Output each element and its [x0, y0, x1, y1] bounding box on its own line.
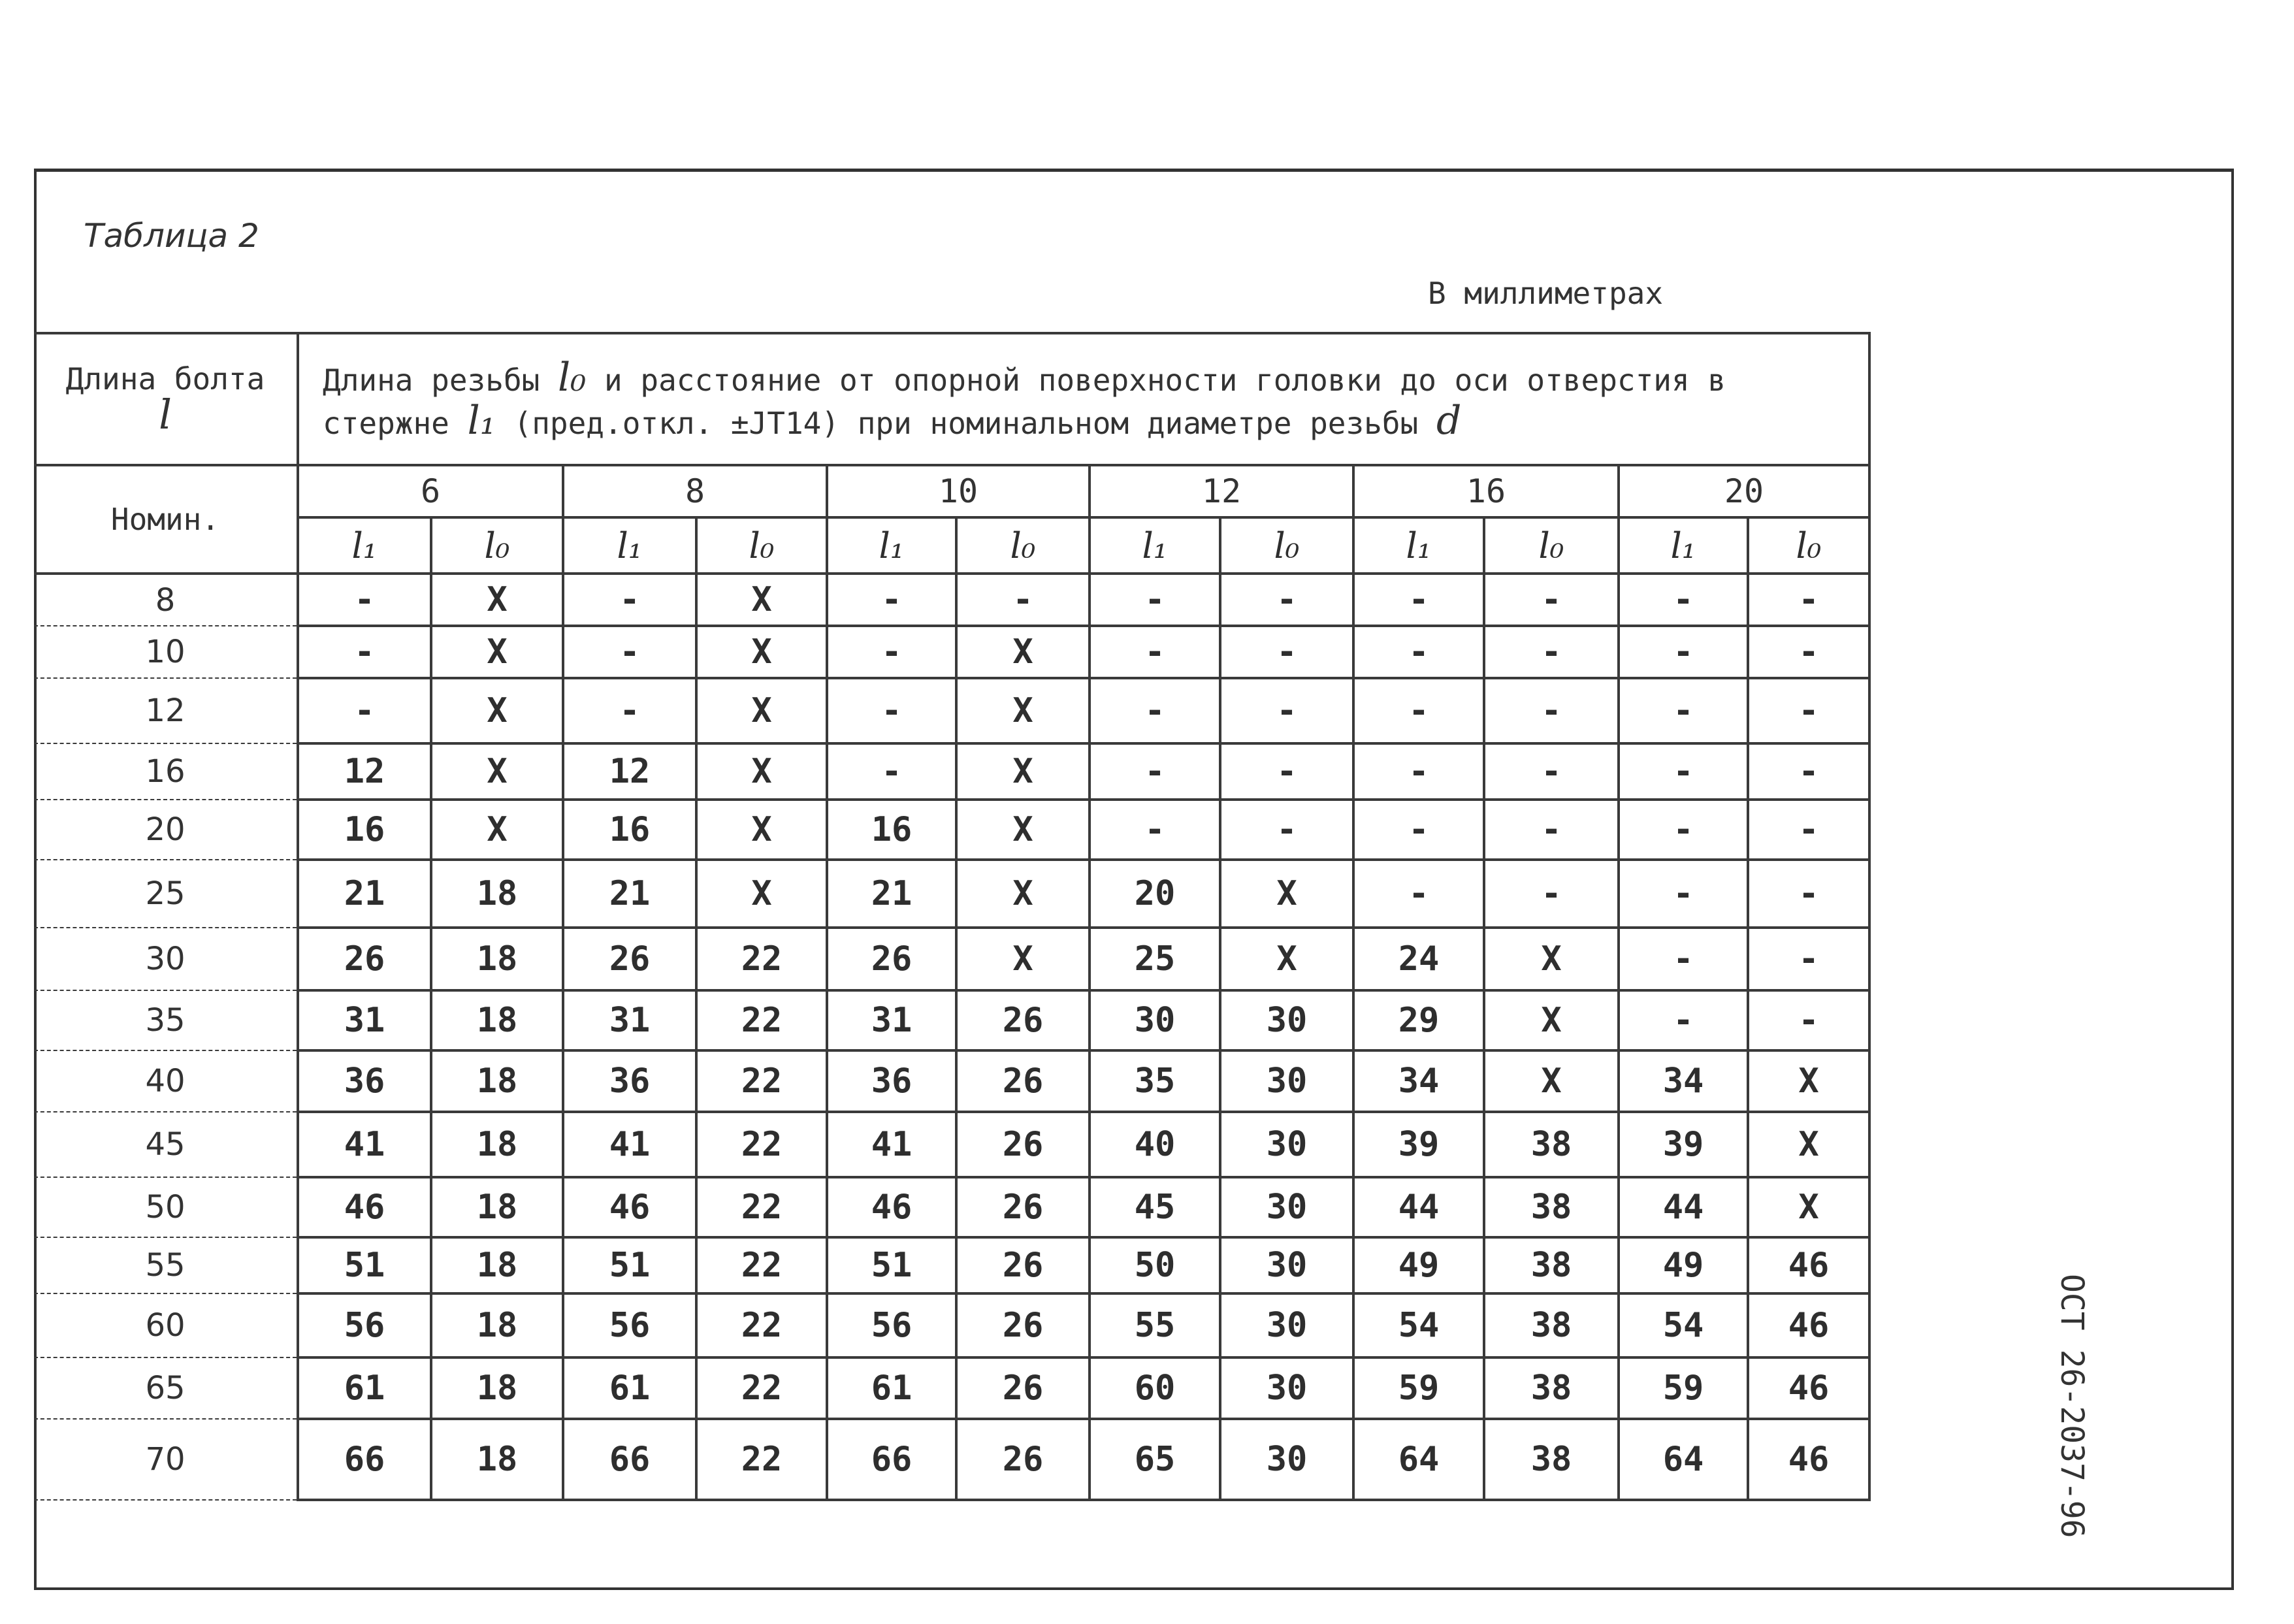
l1-value-cell: 40: [1090, 1112, 1220, 1177]
bolt-length-value: 8: [34, 574, 298, 626]
l1-value-cell: -: [1090, 626, 1220, 678]
l1-value-cell: 54: [1353, 1293, 1484, 1357]
bolt-length-value: 35: [34, 990, 298, 1050]
l0-value-cell: -: [1484, 574, 1619, 626]
l1-value-cell: -: [1353, 743, 1484, 800]
l0-value-cell: -: [1748, 626, 1869, 678]
symbol-d: d: [1436, 398, 1462, 444]
l1-value-cell: 46: [827, 1177, 956, 1237]
l0-value-cell: -: [1484, 860, 1619, 928]
l1-value-cell: 41: [563, 1112, 696, 1177]
l1-value-cell: 31: [563, 990, 696, 1050]
l1-value-cell: 59: [1353, 1357, 1484, 1419]
l0-value-cell: X: [956, 678, 1090, 743]
table-row: [34, 800, 1869, 860]
l0-value-cell: -: [1220, 626, 1353, 678]
document-code: ОСТ 26-2037-96: [2054, 1274, 2090, 1538]
l0-value-cell: X: [1220, 860, 1353, 928]
l1-value-cell: 61: [827, 1357, 956, 1419]
l1-value-cell: 49: [1619, 1237, 1748, 1293]
bolt-length-symbol: l: [159, 391, 172, 439]
l0-value-cell: X: [956, 626, 1090, 678]
l0-value-cell: 18: [431, 1419, 563, 1500]
l0-value-cell: -: [1748, 860, 1869, 928]
l1-value-cell: 56: [827, 1293, 956, 1357]
l1-value-cell: -: [1090, 743, 1220, 800]
l1-value-cell: -: [563, 574, 696, 626]
table-row: [34, 1293, 1869, 1357]
l1-value-cell: 56: [298, 1293, 431, 1357]
l0-value-cell: X: [431, 574, 563, 626]
diameter-16: 16: [1353, 465, 1619, 517]
l0-value-cell: -: [1484, 678, 1619, 743]
l0-value-cell: -: [1220, 800, 1353, 860]
l0-value-cell: 46: [1748, 1419, 1869, 1500]
table-row: [34, 860, 1869, 928]
symbol-l1: l₁: [467, 398, 496, 444]
diameter-12: 12: [1090, 465, 1353, 517]
l1-value-cell: 66: [298, 1419, 431, 1500]
diameter-20: 20: [1619, 465, 1869, 517]
sub-header-l0: l₀: [1748, 517, 1869, 574]
l0-value-cell: X: [1484, 990, 1619, 1050]
l0-value-cell: 18: [431, 1357, 563, 1419]
sub-header-l1: l₁: [563, 517, 696, 574]
diameter-10: 10: [827, 465, 1090, 517]
l1-value-cell: 41: [827, 1112, 956, 1177]
l1-value-cell: -: [1090, 678, 1220, 743]
diameter-8: 8: [563, 465, 827, 517]
l0-value-cell: X: [431, 743, 563, 800]
l1-value-cell: 66: [563, 1419, 696, 1500]
sub-header-l1: l₁: [298, 517, 431, 574]
l1-value-cell: 55: [1090, 1293, 1220, 1357]
table-row: [34, 1112, 1869, 1177]
table-row: [34, 743, 1869, 800]
description-part-1: Длина резьбы: [323, 363, 540, 398]
l0-value-cell: 18: [431, 1177, 563, 1237]
l1-value-cell: 59: [1619, 1357, 1748, 1419]
l1-value-cell: 16: [298, 800, 431, 860]
l1-value-cell: 29: [1353, 990, 1484, 1050]
l1-value-cell: 26: [563, 928, 696, 990]
l0-value-cell: 30: [1220, 1419, 1353, 1500]
l1-value-cell: -: [1619, 800, 1748, 860]
sub-header-l1: l₁: [1353, 517, 1484, 574]
l1-value-cell: 16: [827, 800, 956, 860]
l0-value-cell: X: [696, 860, 827, 928]
l1-value-cell: 61: [563, 1357, 696, 1419]
l0-value-cell: -: [1484, 800, 1619, 860]
table-row: [34, 1050, 1869, 1112]
l1-value-cell: 46: [563, 1177, 696, 1237]
sub-header-l1: l₁: [827, 517, 956, 574]
l1-value-cell: 51: [563, 1237, 696, 1293]
l1-value-cell: 21: [298, 860, 431, 928]
bolt-length-value: 12: [34, 678, 298, 743]
sub-header-l0: l₀: [696, 517, 827, 574]
l0-value-cell: 26: [956, 1112, 1090, 1177]
l0-value-cell: 38: [1484, 1112, 1619, 1177]
l1-value-cell: -: [1619, 678, 1748, 743]
l1-value-cell: -: [1353, 860, 1484, 928]
l0-value-cell: 18: [431, 928, 563, 990]
l0-value-cell: -: [1220, 574, 1353, 626]
header-row-description: [34, 333, 1869, 465]
l0-value-cell: X: [956, 743, 1090, 800]
l1-value-cell: -: [827, 574, 956, 626]
l0-value-cell: X: [956, 928, 1090, 990]
l1-value-cell: -: [1619, 626, 1748, 678]
table-row: [34, 574, 1869, 626]
l1-value-cell: -: [1619, 990, 1748, 1050]
header-row-diameters: [34, 465, 1869, 517]
l1-value-cell: -: [1353, 800, 1484, 860]
l1-value-cell: 61: [298, 1357, 431, 1419]
bolt-length-header: [34, 333, 298, 465]
l1-value-cell: 44: [1353, 1177, 1484, 1237]
l1-value-cell: 41: [298, 1112, 431, 1177]
l1-value-cell: 49: [1353, 1237, 1484, 1293]
l0-value-cell: 38: [1484, 1357, 1619, 1419]
description-part-3: (пред.откл. ±JT14) при номинальном диаметре резьбы: [513, 406, 1419, 441]
l1-value-cell: 39: [1353, 1112, 1484, 1177]
l0-value-cell: -: [1748, 800, 1869, 860]
table-row: [34, 626, 1869, 678]
l0-value-cell: 46: [1748, 1357, 1869, 1419]
l1-value-cell: -: [298, 626, 431, 678]
l0-value-cell: X: [696, 743, 827, 800]
l1-value-cell: 34: [1353, 1050, 1484, 1112]
sub-header-l1: l₁: [1090, 517, 1220, 574]
l0-value-cell: 26: [956, 1177, 1090, 1237]
l1-value-cell: 34: [1619, 1050, 1748, 1112]
l0-value-cell: 18: [431, 1112, 563, 1177]
l0-value-cell: -: [1748, 990, 1869, 1050]
l1-value-cell: 39: [1619, 1112, 1748, 1177]
bolt-length-value: 10: [34, 626, 298, 678]
l1-value-cell: 24: [1353, 928, 1484, 990]
bolt-length-value: 20: [34, 800, 298, 860]
l1-value-cell: -: [1619, 928, 1748, 990]
bolt-length-value: 60: [34, 1293, 298, 1357]
l0-value-cell: X: [696, 800, 827, 860]
table-row: [34, 1419, 1869, 1500]
units-label: В миллиметрах: [1428, 276, 1664, 311]
l1-value-cell: 54: [1619, 1293, 1748, 1357]
bolt-length-value: 55: [34, 1237, 298, 1293]
l1-value-cell: -: [1090, 800, 1220, 860]
l1-value-cell: 12: [563, 743, 696, 800]
l1-value-cell: -: [1353, 626, 1484, 678]
l1-value-cell: 46: [298, 1177, 431, 1237]
bolt-length-value: 30: [34, 928, 298, 990]
l1-value-cell: -: [298, 678, 431, 743]
table-label: Таблица 2: [84, 217, 259, 255]
l0-value-cell: X: [1748, 1177, 1869, 1237]
bolt-length-value: 16: [34, 743, 298, 800]
l1-value-cell: 36: [563, 1050, 696, 1112]
l0-value-cell: 22: [696, 1050, 827, 1112]
l1-value-cell: 31: [827, 990, 956, 1050]
bolt-length-value: 70: [34, 1419, 298, 1500]
bolt-length-value: 45: [34, 1112, 298, 1177]
l0-value-cell: -: [1484, 626, 1619, 678]
l0-value-cell: X: [956, 860, 1090, 928]
l0-value-cell: 30: [1220, 1112, 1353, 1177]
l0-value-cell: -: [1748, 743, 1869, 800]
l0-value-cell: 18: [431, 1237, 563, 1293]
l0-value-cell: 26: [956, 990, 1090, 1050]
diameter-6: 6: [298, 465, 563, 517]
bolt-length-value: 25: [34, 860, 298, 928]
l1-value-cell: -: [827, 626, 956, 678]
sub-header-l0: l₀: [956, 517, 1090, 574]
l0-value-cell: 22: [696, 1112, 827, 1177]
table-row: [34, 1237, 1869, 1293]
sub-header-l0: l₀: [1220, 517, 1353, 574]
l1-value-cell: 36: [298, 1050, 431, 1112]
l1-value-cell: 64: [1619, 1419, 1748, 1500]
l0-value-cell: X: [1748, 1112, 1869, 1177]
l1-value-cell: -: [1619, 574, 1748, 626]
sub-header-l0: l₀: [1484, 517, 1619, 574]
l1-value-cell: -: [1619, 743, 1748, 800]
l1-value-cell: 20: [1090, 860, 1220, 928]
l0-value-cell: X: [1748, 1050, 1869, 1112]
l0-value-cell: -: [1484, 743, 1619, 800]
l1-value-cell: 12: [298, 743, 431, 800]
l1-value-cell: 21: [563, 860, 696, 928]
l0-value-cell: 22: [696, 1419, 827, 1500]
bolt-length-value: 40: [34, 1050, 298, 1112]
l0-value-cell: -: [1748, 928, 1869, 990]
l1-value-cell: 56: [563, 1293, 696, 1357]
l1-value-cell: 66: [827, 1419, 956, 1500]
sub-header-l0: l₀: [431, 517, 563, 574]
thread-description-header: [298, 333, 1869, 465]
l0-value-cell: 18: [431, 860, 563, 928]
l0-value-cell: X: [431, 626, 563, 678]
header-row-subcolumns: [34, 517, 1869, 574]
l0-value-cell: 30: [1220, 1177, 1353, 1237]
l0-value-cell: 30: [1220, 990, 1353, 1050]
l0-value-cell: -: [1748, 574, 1869, 626]
l0-value-cell: 22: [696, 990, 827, 1050]
l1-value-cell: 16: [563, 800, 696, 860]
l0-value-cell: X: [696, 626, 827, 678]
l0-value-cell: 18: [431, 1293, 563, 1357]
bolt-length-value: 50: [34, 1177, 298, 1237]
l1-value-cell: 64: [1353, 1419, 1484, 1500]
l0-value-cell: X: [431, 678, 563, 743]
l1-value-cell: 26: [298, 928, 431, 990]
l1-value-cell: 35: [1090, 1050, 1220, 1112]
l1-value-cell: 21: [827, 860, 956, 928]
l1-value-cell: -: [563, 626, 696, 678]
l1-value-cell: 36: [827, 1050, 956, 1112]
l0-value-cell: X: [1484, 928, 1619, 990]
l0-value-cell: X: [1220, 928, 1353, 990]
l1-value-cell: -: [1619, 860, 1748, 928]
l0-value-cell: 26: [956, 1419, 1090, 1500]
l1-value-cell: 31: [298, 990, 431, 1050]
l1-value-cell: -: [1353, 678, 1484, 743]
l0-value-cell: -: [956, 574, 1090, 626]
l0-value-cell: -: [1220, 678, 1353, 743]
l1-value-cell: 26: [827, 928, 956, 990]
table-row: [34, 928, 1869, 990]
l1-value-cell: 45: [1090, 1177, 1220, 1237]
l1-value-cell: -: [827, 678, 956, 743]
l0-value-cell: 46: [1748, 1293, 1869, 1357]
l0-value-cell: 30: [1220, 1237, 1353, 1293]
l0-value-cell: 30: [1220, 1050, 1353, 1112]
l0-value-cell: 26: [956, 1237, 1090, 1293]
l0-value-cell: 22: [696, 1177, 827, 1237]
l0-value-cell: 22: [696, 1293, 827, 1357]
l1-value-cell: -: [1353, 574, 1484, 626]
l0-value-cell: 22: [696, 928, 827, 990]
l0-value-cell: X: [696, 574, 827, 626]
l1-value-cell: -: [298, 574, 431, 626]
l1-value-cell: 51: [827, 1237, 956, 1293]
l0-value-cell: 30: [1220, 1357, 1353, 1419]
l1-value-cell: 65: [1090, 1419, 1220, 1500]
table-row: [34, 1357, 1869, 1419]
l0-value-cell: 38: [1484, 1177, 1619, 1237]
l0-value-cell: 38: [1484, 1293, 1619, 1357]
l0-value-cell: 18: [431, 990, 563, 1050]
symbol-l0: l₀: [558, 355, 587, 400]
l0-value-cell: 22: [696, 1357, 827, 1419]
l0-value-cell: 22: [696, 1237, 827, 1293]
l0-value-cell: X: [1484, 1050, 1619, 1112]
l0-value-cell: X: [696, 678, 827, 743]
table-row: [34, 1177, 1869, 1237]
l1-value-cell: 44: [1619, 1177, 1748, 1237]
l1-value-cell: 30: [1090, 990, 1220, 1050]
l1-value-cell: 51: [298, 1237, 431, 1293]
l1-value-cell: 25: [1090, 928, 1220, 990]
l0-value-cell: 26: [956, 1357, 1090, 1419]
sub-header-l1: l₁: [1619, 517, 1748, 574]
description-part-2: и расстояние от опорной поверхности головки до оси отверстия в стержне: [323, 363, 1726, 441]
l1-value-cell: -: [563, 678, 696, 743]
l0-value-cell: -: [1748, 678, 1869, 743]
l0-value-cell: 46: [1748, 1237, 1869, 1293]
bolt-length-value: 65: [34, 1357, 298, 1419]
l0-value-cell: 18: [431, 1050, 563, 1112]
l0-value-cell: X: [956, 800, 1090, 860]
table-row: [34, 678, 1869, 743]
l0-value-cell: 26: [956, 1050, 1090, 1112]
nominal-header: Номин.: [34, 465, 298, 574]
l1-value-cell: 50: [1090, 1237, 1220, 1293]
l0-value-cell: 26: [956, 1293, 1090, 1357]
table-row: [34, 990, 1869, 1050]
l0-value-cell: 30: [1220, 1293, 1353, 1357]
l0-value-cell: X: [431, 800, 563, 860]
l0-value-cell: 38: [1484, 1419, 1619, 1500]
l0-value-cell: 38: [1484, 1237, 1619, 1293]
l1-value-cell: 60: [1090, 1357, 1220, 1419]
bolt-length-label: Длина болта: [65, 361, 265, 397]
thread-length-table: [34, 332, 1871, 1501]
l0-value-cell: -: [1220, 743, 1353, 800]
l1-value-cell: -: [1090, 574, 1220, 626]
l1-value-cell: -: [827, 743, 956, 800]
